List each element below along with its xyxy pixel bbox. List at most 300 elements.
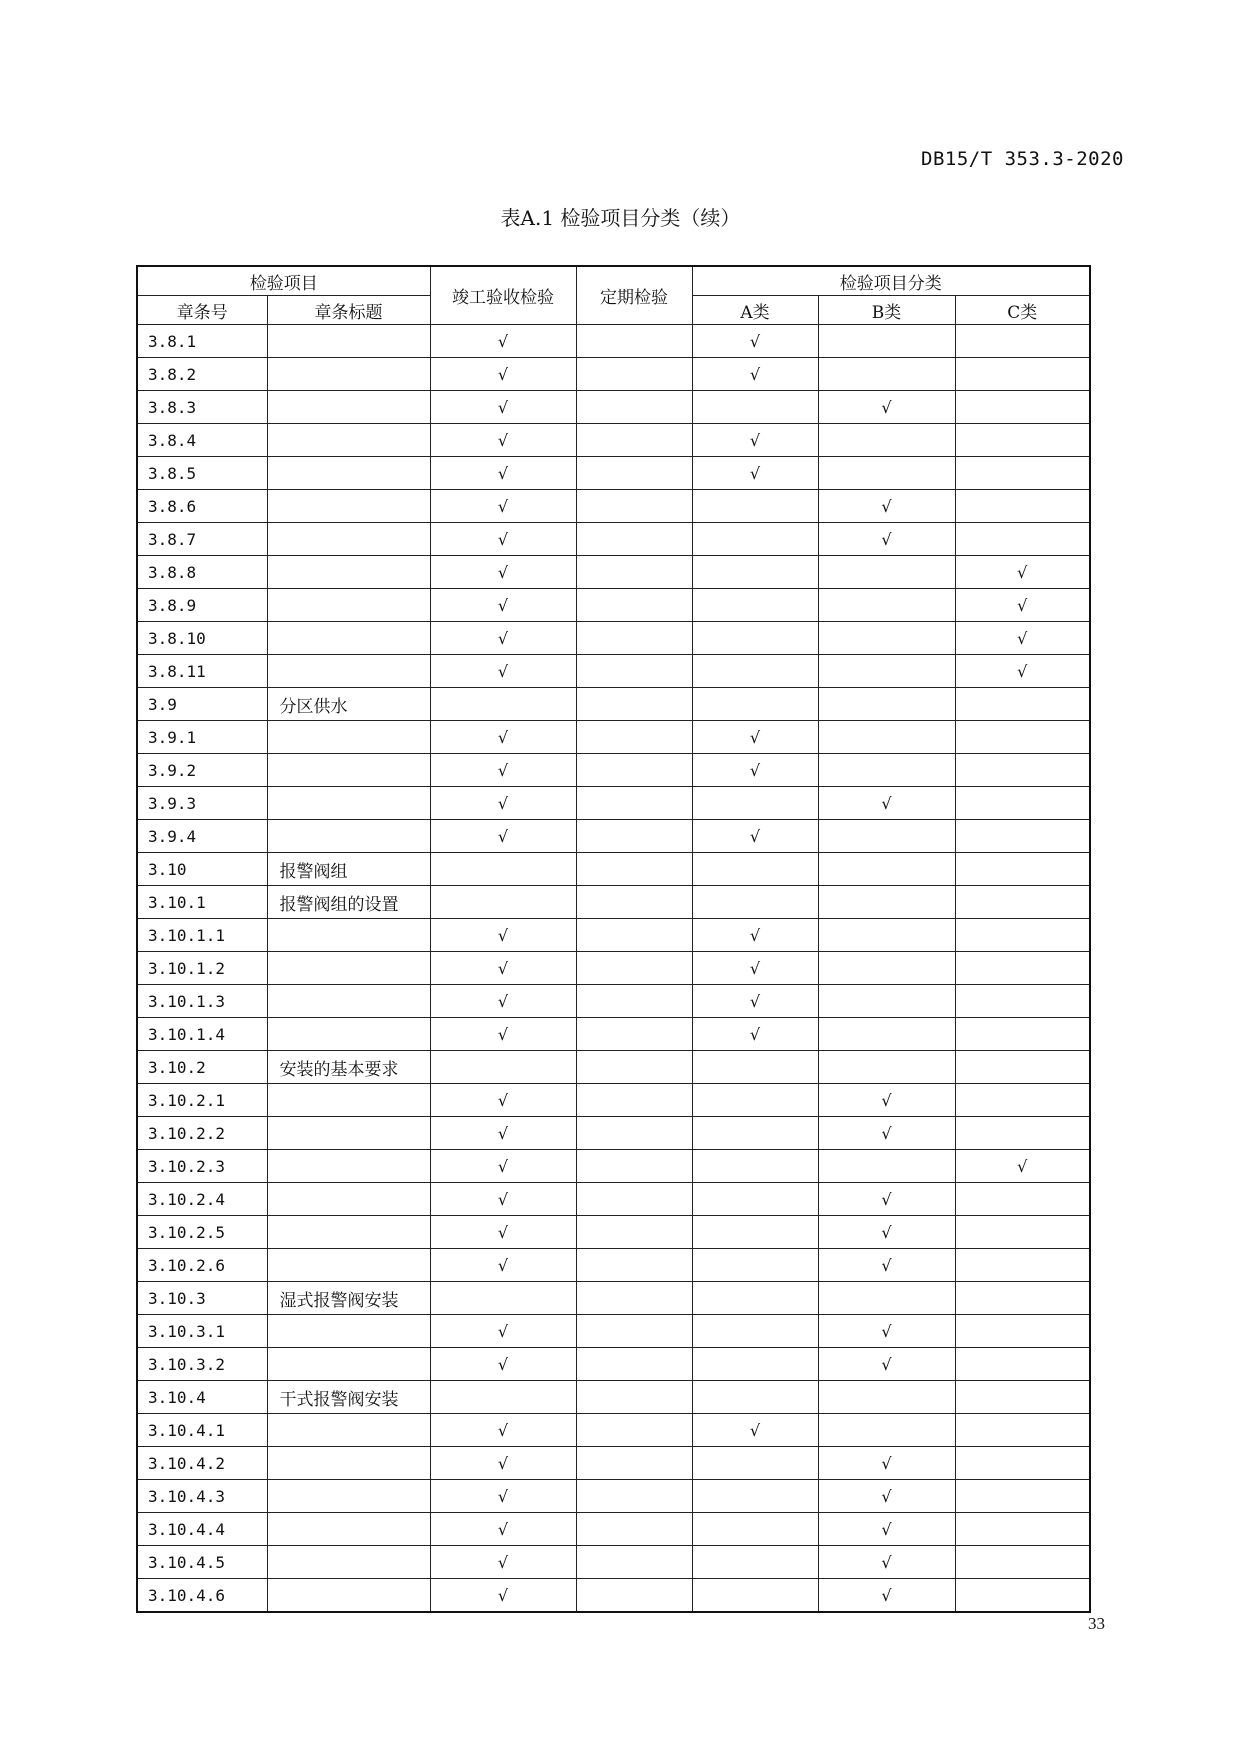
periodic-check-cell [576, 589, 692, 622]
clause-number-cell: 3.10.4 [137, 1381, 267, 1414]
category-a-cell [692, 1282, 818, 1315]
document-code: DB15/T 353.3-2020 [921, 148, 1124, 170]
category-b-cell [818, 1018, 955, 1051]
category-c-cell: √ [955, 622, 1090, 655]
table-row [137, 1480, 1090, 1513]
category-c-cell: √ [955, 655, 1090, 688]
category-b-cell [818, 589, 955, 622]
completion-check-cell: √ [430, 1150, 576, 1183]
clause-number-cell: 3.10.3.2 [137, 1348, 267, 1381]
clause-number-cell: 3.10.3.1 [137, 1315, 267, 1348]
periodic-check-cell [576, 1282, 692, 1315]
category-b-cell: √ [818, 1183, 955, 1216]
category-a-cell [692, 1084, 818, 1117]
category-b-cell [818, 424, 955, 457]
category-c-cell [955, 1579, 1090, 1613]
clause-title-cell [267, 1447, 430, 1480]
category-a-cell [692, 1051, 818, 1084]
periodic-check-cell [576, 787, 692, 820]
periodic-check-cell [576, 556, 692, 589]
category-c-cell [955, 457, 1090, 490]
clause-number-cell: 3.8.2 [137, 358, 267, 391]
category-a-cell [692, 1447, 818, 1480]
table-title: 表A.1 检验项目分类（续） [500, 206, 741, 230]
table-row [137, 1348, 1090, 1381]
category-a-cell: √ [692, 985, 818, 1018]
completion-check-cell [430, 1282, 576, 1315]
table-row [137, 556, 1090, 589]
table-row [137, 1018, 1090, 1051]
category-b-cell [818, 754, 955, 787]
clause-title-cell [267, 1018, 430, 1051]
clause-number-cell: 3.8.3 [137, 391, 267, 424]
clause-number-cell: 3.10.2.4 [137, 1183, 267, 1216]
category-b-cell: √ [818, 787, 955, 820]
category-c-cell [955, 853, 1090, 886]
category-b-cell: √ [818, 1315, 955, 1348]
clause-title-cell [267, 424, 430, 457]
category-a-cell: √ [692, 1414, 818, 1447]
category-c-cell [955, 523, 1090, 556]
category-c-cell [955, 886, 1090, 919]
category-b-cell [818, 358, 955, 391]
category-b-cell [818, 688, 955, 721]
clause-number-cell: 3.10.2.3 [137, 1150, 267, 1183]
category-c-cell [955, 1315, 1090, 1348]
clause-title-cell [267, 721, 430, 754]
completion-check-cell: √ [430, 358, 576, 391]
category-b-cell: √ [818, 1480, 955, 1513]
completion-check-cell: √ [430, 622, 576, 655]
category-b-cell [818, 721, 955, 754]
table-row [137, 985, 1090, 1018]
periodic-check-cell [576, 622, 692, 655]
category-c-cell [955, 688, 1090, 721]
clause-number-cell: 3.10.4.1 [137, 1414, 267, 1447]
completion-check-cell: √ [430, 655, 576, 688]
completion-check-cell: √ [430, 1546, 576, 1579]
completion-check-cell: √ [430, 490, 576, 523]
table-row [137, 1381, 1090, 1414]
category-b-cell [818, 457, 955, 490]
periodic-check-cell [576, 721, 692, 754]
table-row [137, 1282, 1090, 1315]
category-c-cell [955, 1249, 1090, 1282]
periodic-check-cell [576, 919, 692, 952]
category-a-cell: √ [692, 952, 818, 985]
completion-check-cell [430, 1051, 576, 1084]
category-a-cell: √ [692, 325, 818, 358]
periodic-check-cell [576, 1447, 692, 1480]
clause-title-cell: 分区供水 [267, 688, 430, 721]
clause-number-cell: 3.8.11 [137, 655, 267, 688]
periodic-check-cell [576, 1117, 692, 1150]
periodic-check-cell [576, 391, 692, 424]
clause-number-cell: 3.8.6 [137, 490, 267, 523]
clause-title-cell [267, 1348, 430, 1381]
table-row [137, 1579, 1090, 1613]
clause-number-cell: 3.8.1 [137, 325, 267, 358]
table-row [137, 523, 1090, 556]
category-a-cell [692, 1480, 818, 1513]
clause-title-cell: 湿式报警阀安装 [267, 1282, 430, 1315]
completion-check-cell: √ [430, 1348, 576, 1381]
category-a-cell [692, 391, 818, 424]
clause-title-cell [267, 1249, 430, 1282]
clause-number-cell: 3.9.4 [137, 820, 267, 853]
category-a-cell [692, 1216, 818, 1249]
clause-title-cell [267, 952, 430, 985]
category-b-cell [818, 1381, 955, 1414]
clause-number-cell: 3.8.7 [137, 523, 267, 556]
category-c-cell [955, 1414, 1090, 1447]
category-b-cell: √ [818, 1447, 955, 1480]
clause-title-cell: 报警阀组 [267, 853, 430, 886]
periodic-check-cell [576, 853, 692, 886]
category-c-cell [955, 325, 1090, 358]
clause-number-cell: 3.10.1 [137, 886, 267, 919]
category-a-cell [692, 622, 818, 655]
clause-title-cell: 安装的基本要求 [267, 1051, 430, 1084]
periodic-check-cell [576, 424, 692, 457]
category-b-cell: √ [818, 1117, 955, 1150]
clause-number-cell: 3.10.1.2 [137, 952, 267, 985]
periodic-check-cell [576, 1051, 692, 1084]
category-b-cell [818, 1414, 955, 1447]
table-row [137, 688, 1090, 721]
periodic-check-cell [576, 1348, 692, 1381]
category-c-cell [955, 1447, 1090, 1480]
completion-check-cell: √ [430, 1447, 576, 1480]
periodic-check-cell [576, 1513, 692, 1546]
periodic-check-cell [576, 754, 692, 787]
clause-title-cell [267, 622, 430, 655]
clause-title-cell [267, 1315, 430, 1348]
table-row [137, 1216, 1090, 1249]
header-category-a: A类 [692, 296, 818, 325]
category-c-cell [955, 754, 1090, 787]
table-row [137, 886, 1090, 919]
periodic-check-cell [576, 490, 692, 523]
periodic-check-cell [576, 820, 692, 853]
category-a-cell [692, 1513, 818, 1546]
header-clause-title: 章条标题 [267, 296, 430, 325]
clause-number-cell: 3.10.2 [137, 1051, 267, 1084]
completion-check-cell: √ [430, 721, 576, 754]
completion-check-cell: √ [430, 1513, 576, 1546]
periodic-check-cell [576, 1216, 692, 1249]
completion-check-cell [430, 688, 576, 721]
category-b-cell [818, 622, 955, 655]
table-row [137, 952, 1090, 985]
category-a-cell: √ [692, 358, 818, 391]
periodic-check-cell [576, 1381, 692, 1414]
completion-check-cell: √ [430, 1579, 576, 1613]
category-c-cell [955, 1513, 1090, 1546]
completion-check-cell: √ [430, 1315, 576, 1348]
table-row [137, 1447, 1090, 1480]
clause-number-cell: 3.9.1 [137, 721, 267, 754]
category-b-cell: √ [818, 1216, 955, 1249]
periodic-check-cell [576, 1249, 692, 1282]
header-periodic-inspection: 定期检验 [576, 266, 692, 325]
completion-check-cell: √ [430, 985, 576, 1018]
category-c-cell [955, 1051, 1090, 1084]
table-row [137, 787, 1090, 820]
clause-number-cell: 3.10.1.3 [137, 985, 267, 1018]
clause-number-cell: 3.10.2.2 [137, 1117, 267, 1150]
table-row [137, 589, 1090, 622]
table-row [137, 1117, 1090, 1150]
category-b-cell [818, 820, 955, 853]
completion-check-cell: √ [430, 787, 576, 820]
table-row [137, 325, 1090, 358]
completion-check-cell: √ [430, 952, 576, 985]
category-b-cell: √ [818, 1546, 955, 1579]
clause-title-cell [267, 358, 430, 391]
category-a-cell: √ [692, 457, 818, 490]
periodic-check-cell [576, 1315, 692, 1348]
category-c-cell [955, 1018, 1090, 1051]
category-a-cell [692, 655, 818, 688]
category-c-cell [955, 1546, 1090, 1579]
clause-title-cell [267, 490, 430, 523]
completion-check-cell: √ [430, 919, 576, 952]
category-c-cell [955, 1117, 1090, 1150]
category-c-cell [955, 919, 1090, 952]
clause-title-cell [267, 457, 430, 490]
clause-number-cell: 3.10 [137, 853, 267, 886]
table-row [137, 1546, 1090, 1579]
clause-title-cell [267, 1150, 430, 1183]
header-category-b: B类 [818, 296, 955, 325]
category-a-cell: √ [692, 1018, 818, 1051]
category-a-cell: √ [692, 721, 818, 754]
clause-title-cell [267, 754, 430, 787]
clause-title-cell [267, 1414, 430, 1447]
table-row [137, 1315, 1090, 1348]
category-b-cell: √ [818, 1579, 955, 1613]
page-number: 33 [1088, 1614, 1105, 1633]
completion-check-cell [430, 886, 576, 919]
clause-title-cell [267, 820, 430, 853]
category-a-cell: √ [692, 754, 818, 787]
periodic-check-cell [576, 1084, 692, 1117]
periodic-check-cell [576, 1579, 692, 1613]
table-row [137, 358, 1090, 391]
completion-check-cell: √ [430, 556, 576, 589]
category-b-cell [818, 325, 955, 358]
table-row [137, 1183, 1090, 1216]
completion-check-cell: √ [430, 754, 576, 787]
clause-title-cell [267, 1117, 430, 1150]
periodic-check-cell [576, 952, 692, 985]
category-a-cell [692, 523, 818, 556]
table-row [137, 1084, 1090, 1117]
category-c-cell: √ [955, 556, 1090, 589]
periodic-check-cell [576, 655, 692, 688]
table-row [137, 424, 1090, 457]
clause-number-cell: 3.9.3 [137, 787, 267, 820]
table-row [137, 391, 1090, 424]
clause-number-cell: 3.8.4 [137, 424, 267, 457]
clause-title-cell [267, 1480, 430, 1513]
completion-check-cell: √ [430, 424, 576, 457]
table-row [137, 721, 1090, 754]
category-a-cell [692, 1183, 818, 1216]
periodic-check-cell [576, 358, 692, 391]
category-a-cell [692, 1348, 818, 1381]
header-inspection-item: 检验项目 [137, 266, 430, 296]
inspection-classification-table [136, 265, 1091, 1613]
category-c-cell: √ [955, 589, 1090, 622]
table-row [137, 1051, 1090, 1084]
clause-title-cell [267, 589, 430, 622]
completion-check-cell: √ [430, 1414, 576, 1447]
table-row [137, 919, 1090, 952]
clause-number-cell: 3.10.4.5 [137, 1546, 267, 1579]
category-c-cell [955, 1348, 1090, 1381]
category-a-cell [692, 1315, 818, 1348]
clause-number-cell: 3.10.4.4 [137, 1513, 267, 1546]
category-c-cell [955, 952, 1090, 985]
table-row [137, 457, 1090, 490]
category-c-cell [955, 1183, 1090, 1216]
clause-number-cell: 3.10.2.6 [137, 1249, 267, 1282]
completion-check-cell: √ [430, 1183, 576, 1216]
clause-title-cell [267, 985, 430, 1018]
category-a-cell: √ [692, 919, 818, 952]
category-c-cell [955, 985, 1090, 1018]
periodic-check-cell [576, 985, 692, 1018]
clause-title-cell [267, 1513, 430, 1546]
periodic-check-cell [576, 1150, 692, 1183]
category-a-cell [692, 1579, 818, 1613]
table-row [137, 622, 1090, 655]
clause-number-cell: 3.8.5 [137, 457, 267, 490]
completion-check-cell: √ [430, 1216, 576, 1249]
clause-number-cell: 3.8.10 [137, 622, 267, 655]
category-a-cell: √ [692, 820, 818, 853]
completion-check-cell: √ [430, 820, 576, 853]
clause-title-cell: 报警阀组的设置 [267, 886, 430, 919]
clause-title-cell [267, 391, 430, 424]
category-c-cell [955, 358, 1090, 391]
category-c-cell [955, 820, 1090, 853]
category-a-cell [692, 886, 818, 919]
periodic-check-cell [576, 1183, 692, 1216]
completion-check-cell: √ [430, 1018, 576, 1051]
category-a-cell [692, 1117, 818, 1150]
table-row [137, 754, 1090, 787]
clause-number-cell: 3.10.2.1 [137, 1084, 267, 1117]
category-c-cell [955, 1216, 1090, 1249]
category-c-cell [955, 787, 1090, 820]
clause-number-cell: 3.9 [137, 688, 267, 721]
category-c-cell [955, 1282, 1090, 1315]
category-b-cell [818, 985, 955, 1018]
clause-number-cell: 3.10.4.6 [137, 1579, 267, 1613]
category-c-cell [955, 391, 1090, 424]
completion-check-cell: √ [430, 1480, 576, 1513]
category-b-cell: √ [818, 523, 955, 556]
table-row [137, 655, 1090, 688]
completion-check-cell: √ [430, 1249, 576, 1282]
header-item-category: 检验项目分类 [692, 266, 1090, 296]
clause-title-cell [267, 1084, 430, 1117]
periodic-check-cell [576, 1480, 692, 1513]
category-c-cell [955, 1480, 1090, 1513]
completion-check-cell: √ [430, 1084, 576, 1117]
category-b-cell [818, 1282, 955, 1315]
clause-number-cell: 3.8.9 [137, 589, 267, 622]
periodic-check-cell [576, 1546, 692, 1579]
category-c-cell [955, 424, 1090, 457]
clause-number-cell: 3.9.2 [137, 754, 267, 787]
completion-check-cell: √ [430, 523, 576, 556]
category-c-cell [955, 1381, 1090, 1414]
category-a-cell [692, 1249, 818, 1282]
category-c-cell: √ [955, 1150, 1090, 1183]
completion-check-cell [430, 853, 576, 886]
periodic-check-cell [576, 886, 692, 919]
clause-title-cell [267, 655, 430, 688]
category-c-cell [955, 490, 1090, 523]
category-b-cell [818, 1051, 955, 1084]
clause-number-cell: 3.10.1.4 [137, 1018, 267, 1051]
clause-title-cell: 干式报警阀安装 [267, 1381, 430, 1414]
clause-number-cell: 3.10.2.5 [137, 1216, 267, 1249]
periodic-check-cell [576, 1018, 692, 1051]
category-c-cell [955, 1084, 1090, 1117]
completion-check-cell: √ [430, 391, 576, 424]
category-b-cell [818, 556, 955, 589]
category-a-cell [692, 1150, 818, 1183]
table-row [137, 1513, 1090, 1546]
completion-check-cell: √ [430, 589, 576, 622]
table-row [137, 1414, 1090, 1447]
category-a-cell [692, 853, 818, 886]
category-c-cell [955, 721, 1090, 754]
category-a-cell [692, 490, 818, 523]
table-row [137, 1150, 1090, 1183]
periodic-check-cell [576, 1414, 692, 1447]
clause-number-cell: 3.10.4.2 [137, 1447, 267, 1480]
clause-title-cell [267, 1579, 430, 1613]
clause-number-cell: 3.8.8 [137, 556, 267, 589]
category-b-cell [818, 952, 955, 985]
table-row [137, 1249, 1090, 1282]
category-b-cell [818, 853, 955, 886]
table-body [137, 325, 1090, 1613]
category-b-cell: √ [818, 1249, 955, 1282]
clause-title-cell [267, 325, 430, 358]
clause-number-cell: 3.10.1.1 [137, 919, 267, 952]
completion-check-cell: √ [430, 457, 576, 490]
clause-title-cell [267, 556, 430, 589]
periodic-check-cell [576, 688, 692, 721]
header-completion-inspection: 竣工验收检验 [430, 266, 576, 325]
category-b-cell: √ [818, 490, 955, 523]
clause-title-cell [267, 1183, 430, 1216]
table-row [137, 853, 1090, 886]
clause-title-cell [267, 787, 430, 820]
clause-number-cell: 3.10.4.3 [137, 1480, 267, 1513]
category-a-cell [692, 688, 818, 721]
periodic-check-cell [576, 457, 692, 490]
periodic-check-cell [576, 325, 692, 358]
clause-number-cell: 3.10.3 [137, 1282, 267, 1315]
